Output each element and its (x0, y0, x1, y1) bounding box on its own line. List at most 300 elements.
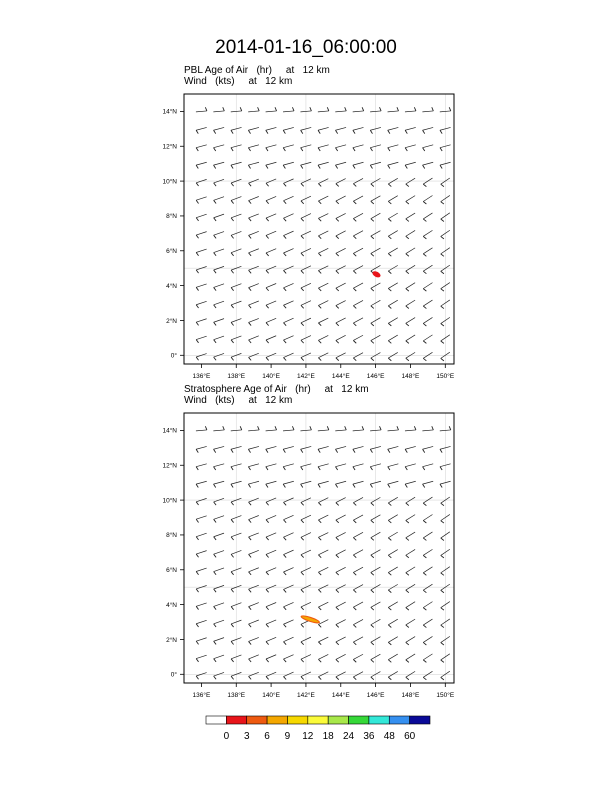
colorbar-swatch (328, 716, 348, 724)
wind-barb-feather (266, 624, 269, 627)
wind-barb-feather (353, 449, 355, 452)
wind-barb-shaft (249, 568, 259, 572)
wind-barb-shaft (283, 231, 293, 235)
wind-barb-feather (370, 449, 372, 452)
wind-barb-feather (214, 484, 216, 487)
wind-barb-shaft (196, 284, 206, 287)
wind-barb-shaft (423, 213, 432, 219)
wind-barb-shaft (318, 231, 328, 236)
wind-barb-feather (214, 270, 216, 273)
wind-barb-feather (231, 165, 233, 168)
wind-barb-feather (283, 305, 286, 308)
wind-barb-feather (231, 305, 233, 308)
wind-barb-feather (397, 107, 399, 111)
wind-barb-shaft (422, 430, 433, 431)
wind-barb-shaft (318, 481, 329, 484)
wind-barb-shaft (283, 301, 293, 305)
wind-barb-feather (423, 538, 426, 541)
wind-barb-feather (231, 502, 233, 505)
wind-barb-shaft (353, 111, 364, 112)
wind-barb-feather (231, 357, 233, 360)
colorbar-label: 24 (342, 731, 355, 742)
wind-barb-feather (353, 538, 356, 541)
wind-barb-feather (283, 340, 286, 343)
wind-barb-feather (301, 572, 304, 575)
wind-barb-shaft (214, 284, 224, 288)
panel-1-subtitle-line-1: PBL Age of Air (hr) at 12 km (184, 65, 330, 76)
wind-barb-feather (441, 236, 444, 238)
wind-barb-feather (196, 183, 198, 186)
wind-barb-feather (231, 624, 233, 627)
wind-barb-shaft (423, 515, 432, 521)
wind-barb-feather (441, 590, 444, 592)
wind-barb-feather (371, 253, 374, 256)
wind-barb-feather (196, 252, 198, 255)
wind-barb-feather (441, 573, 444, 575)
wind-barb-feather (283, 323, 286, 326)
wind-barb-shaft (353, 550, 363, 555)
wind-barb-shaft (266, 231, 276, 235)
wind-barb-shaft (196, 551, 206, 554)
wind-barb-shaft (196, 197, 206, 200)
wind-barb-feather (266, 235, 269, 238)
wind-barb-feather (283, 130, 285, 133)
colorbar-swatch (247, 716, 267, 724)
wind-barb-shaft (196, 533, 206, 536)
wind-barb-shaft (249, 301, 259, 305)
wind-barb-shaft (196, 319, 206, 322)
wind-barb-feather (406, 201, 409, 204)
wind-barb-feather (231, 218, 233, 221)
wind-barb-shaft (196, 301, 206, 304)
wind-barb-shaft (388, 515, 397, 521)
wind-barb-feather (335, 130, 337, 133)
wind-barb-feather (196, 484, 198, 487)
wind-barb-feather (406, 271, 409, 274)
wind-barb-feather (335, 484, 337, 487)
wind-barb-shaft (214, 464, 225, 467)
wind-barb-feather (318, 642, 321, 645)
wind-barb-feather (196, 340, 198, 343)
wind-barb-shaft (283, 481, 294, 484)
wind-barb-feather (283, 288, 286, 291)
wind-barb-shaft (196, 336, 206, 339)
wind-barb-shaft (318, 464, 329, 467)
wind-barb-feather (258, 107, 260, 111)
wind-barb-shaft (423, 162, 434, 165)
wind-barb-shaft (405, 111, 416, 112)
wind-barb-feather (318, 358, 321, 361)
wind-barb-feather (336, 358, 339, 361)
wind-barb-feather (266, 165, 268, 168)
wind-barb-feather (388, 484, 390, 487)
wind-barb-shaft (335, 127, 346, 130)
wind-barb-shaft (318, 214, 328, 219)
wind-barb-feather (266, 537, 269, 540)
wind-barb-feather (388, 677, 391, 680)
panel-2-subtitle-line-1: Stratosphere Age of Air (hr) at 12 km (184, 384, 369, 395)
wind-barb-feather (231, 322, 233, 325)
wind-barb-feather (231, 676, 233, 679)
wind-barb-feather (283, 607, 286, 610)
wind-barb-shaft (318, 335, 328, 340)
wind-barb-shaft (388, 532, 397, 538)
x-tick-label: 136°E (192, 373, 211, 380)
y-tick-label: 6°N (166, 248, 177, 256)
wind-barb-feather (196, 200, 198, 203)
wind-barb-feather (266, 467, 268, 470)
wind-barb-feather (266, 130, 268, 133)
wind-barb-shaft (353, 464, 364, 467)
wind-barb-shaft (423, 145, 434, 148)
wind-barb-feather (249, 641, 252, 644)
wind-barb-feather (266, 183, 269, 186)
wind-barb-feather (249, 502, 252, 505)
wind-barb-feather (440, 484, 442, 487)
wind-barb-shaft (405, 162, 416, 165)
wind-barb-feather (231, 589, 233, 592)
wind-barb-shaft (266, 430, 277, 431)
wind-barb-feather (406, 625, 409, 628)
wind-barb-feather (423, 608, 426, 611)
wind-barb-shaft (423, 481, 434, 484)
wind-barb-feather (231, 554, 233, 557)
wind-barb-feather (353, 467, 355, 470)
wind-barb-feather (353, 323, 356, 326)
wind-barb-shaft (266, 249, 276, 253)
wind-barb-feather (371, 219, 374, 222)
wind-barb-shaft (423, 335, 432, 341)
wind-barb-feather (266, 201, 269, 204)
wind-barb-feather (249, 554, 252, 557)
wind-barb-feather (283, 201, 286, 204)
y-tick-label: 6°N (166, 567, 177, 575)
wind-barb-feather (301, 165, 303, 168)
wind-barb-feather (214, 183, 216, 186)
wind-barb-feather (440, 148, 442, 151)
wind-barb-feather (336, 590, 339, 593)
wind-barb-feather (266, 589, 269, 592)
wind-barb-shaft (196, 127, 207, 130)
wind-barb-feather (214, 148, 216, 151)
wind-barb-shaft (335, 430, 346, 431)
wind-barb-feather (214, 253, 216, 256)
wind-barb-feather (406, 538, 409, 541)
colorbar-label: 18 (322, 731, 334, 742)
wind-barb-shaft (406, 654, 415, 660)
wind-barb-shaft (388, 196, 397, 202)
wind-barb-shaft (283, 145, 294, 148)
wind-barb-shaft (266, 568, 276, 572)
wind-barb-shaft (336, 231, 346, 236)
wind-barb-shaft (266, 145, 277, 148)
wind-barb-shaft (248, 162, 259, 165)
wind-barb-feather (370, 467, 372, 470)
wind-barb-feather (231, 270, 233, 273)
wind-barb-feather (231, 467, 233, 470)
wind-barb-shaft (249, 196, 259, 200)
wind-barb-shaft (336, 532, 346, 537)
wind-barb-shaft (353, 213, 363, 218)
wind-barb-feather (353, 165, 355, 168)
wind-barb-shaft (353, 654, 363, 659)
wind-barb-feather (335, 165, 337, 168)
wind-barb-feather (371, 625, 374, 628)
wind-barb-shaft (406, 532, 415, 538)
wind-barb-feather (301, 183, 304, 186)
wind-barb-shaft (353, 515, 363, 520)
x-tick-label: 148°E (401, 373, 420, 380)
wind-barb-shaft (214, 568, 224, 572)
wind-barb-feather (266, 554, 269, 557)
wind-barb-feather (248, 130, 250, 133)
wind-barb-feather (353, 625, 356, 628)
wind-barb-shaft (283, 430, 294, 431)
wind-barb-feather (423, 254, 426, 257)
wind-barb-feather (371, 572, 374, 575)
wind-barb-shaft (423, 464, 434, 467)
wind-barb-feather (249, 589, 252, 592)
wind-barb-shaft (406, 230, 415, 236)
wind-barb-shaft (388, 430, 399, 431)
wind-barb-feather (371, 555, 374, 558)
wind-barb-shaft (336, 283, 346, 288)
wind-barb-shaft (353, 637, 363, 642)
wind-barb-shaft (406, 196, 415, 202)
wind-barb-feather (301, 659, 304, 662)
wind-barb-shaft (406, 248, 415, 254)
wind-barb-feather (214, 554, 216, 557)
wind-barb-shaft (214, 533, 224, 537)
wind-barb-feather (353, 520, 356, 523)
wind-barb-feather (292, 426, 294, 430)
wind-barb-shaft (248, 446, 259, 449)
wind-barb-shaft (266, 620, 276, 624)
wind-barb-shaft (196, 481, 207, 484)
colorbar-label: 9 (284, 731, 291, 742)
wind-barb-feather (353, 358, 356, 361)
wind-barb-feather (283, 659, 286, 662)
wind-barb-feather (196, 519, 198, 522)
wind-barb-feather (406, 642, 409, 645)
wind-barb-shaft (283, 127, 294, 130)
wind-barb-feather (318, 271, 321, 274)
wind-barb-shaft (318, 533, 328, 538)
wind-barb-feather (371, 184, 374, 187)
wind-barb-feather (196, 130, 198, 133)
wind-barb-feather (406, 289, 409, 292)
y-tick-label: 14°N (162, 427, 177, 435)
wind-barb-shaft (266, 127, 277, 130)
wind-barb-feather (423, 184, 426, 187)
wind-barb-feather (231, 537, 233, 540)
wind-barb-feather (318, 340, 321, 343)
wind-barb-shaft (283, 602, 293, 606)
wind-barb-shaft (266, 301, 276, 305)
wind-barb-feather (196, 467, 198, 470)
wind-barb-feather (318, 555, 321, 558)
wind-barb-feather (318, 520, 321, 523)
wind-barb-shaft (196, 568, 206, 571)
wind-barb-shaft (423, 248, 432, 254)
wind-barb-shaft (196, 162, 207, 165)
wind-barb-shaft (214, 301, 224, 305)
wind-barb-shaft (406, 515, 415, 521)
wind-barb-feather (371, 520, 374, 523)
wind-barb-feather (214, 676, 216, 679)
wind-barb-feather (214, 449, 216, 452)
wind-barb-shaft (283, 464, 294, 467)
wind-barb-shaft (266, 655, 276, 659)
wind-barb-feather (406, 254, 409, 257)
wind-barb-shaft (283, 162, 294, 165)
wind-barb-shaft (283, 515, 293, 519)
colorbar (206, 716, 430, 742)
wind-barb-shaft (335, 145, 346, 148)
wind-barb-feather (353, 659, 356, 662)
wind-barb-feather (223, 426, 225, 430)
wind-barb-feather (388, 219, 391, 222)
wind-barb-shaft (370, 430, 381, 431)
wind-barb-feather (423, 642, 426, 645)
wind-barb-feather (336, 271, 339, 274)
wind-barb-shaft (266, 336, 276, 340)
wind-barb-shaft (336, 550, 346, 555)
wind-barb-feather (327, 107, 329, 111)
wind-barb-feather (214, 200, 216, 203)
wind-barb-feather (423, 521, 426, 524)
wind-barb-feather (283, 642, 286, 645)
wind-barb-feather (423, 484, 425, 487)
wind-barb-feather (423, 555, 426, 558)
colorbar-label: 3 (243, 731, 250, 742)
wind-barb-shaft (214, 516, 224, 520)
wind-barb-feather (405, 449, 407, 452)
wind-barb-feather (423, 306, 426, 309)
wind-barb-feather (336, 642, 339, 645)
wind-barb-shaft (249, 231, 259, 235)
wind-barb-shaft (423, 654, 432, 660)
x-tick-label: 144°E (331, 373, 350, 380)
wind-barb-shaft (196, 430, 207, 431)
wind-barb-feather (249, 322, 252, 325)
wind-barb-shaft (423, 532, 432, 538)
wind-barb-feather (327, 426, 329, 430)
wind-barb-shaft (370, 111, 381, 112)
wind-barb-feather (405, 165, 407, 168)
wind-barb-shaft (353, 145, 364, 148)
wind-barb-feather (353, 642, 356, 645)
wind-barb-feather (248, 165, 250, 168)
wind-barb-feather (353, 572, 356, 575)
wind-barb-shaft (388, 481, 399, 484)
wind-barb-shaft (388, 318, 397, 324)
wind-barb-feather (388, 503, 391, 506)
wind-barb-feather (388, 184, 391, 187)
wind-barb-shaft (196, 603, 206, 606)
wind-barb-feather (283, 358, 286, 361)
wind-barb-shaft (388, 446, 399, 449)
wind-barb-feather (423, 660, 426, 663)
wind-barb-shaft (353, 127, 364, 130)
wind-barb-shaft (266, 533, 276, 537)
wind-barb-feather (353, 677, 356, 680)
colorbar-swatch (410, 716, 430, 724)
wind-barb-feather (301, 323, 304, 326)
wind-barb-feather (380, 107, 382, 111)
wind-barb-shaft (336, 318, 346, 323)
wind-barb-shaft (214, 446, 225, 449)
wind-barb-feather (371, 503, 374, 506)
wind-barb-feather (388, 625, 391, 628)
wind-barb-feather (231, 253, 233, 256)
panel-2-subtitle-line-2: Wind (kts) at 12 km (184, 395, 293, 406)
wind-barb-feather (371, 642, 374, 645)
wind-barb-feather (266, 288, 269, 291)
y-tick-label: 2°N (166, 636, 177, 644)
wind-barb-feather (301, 449, 303, 452)
wind-barb-feather (214, 641, 216, 644)
wind-barb-feather (196, 148, 198, 151)
wind-barb-feather (353, 236, 356, 239)
wind-barb-shaft (248, 481, 259, 484)
wind-barb-shaft (266, 446, 277, 449)
wind-barb-shaft (283, 249, 293, 253)
wind-barb-feather (214, 322, 216, 325)
wind-barb-shaft (336, 620, 346, 625)
wind-barb-shaft (405, 481, 416, 484)
wind-barb-shaft (423, 446, 434, 449)
wind-barb-feather (353, 555, 356, 558)
wind-barb-shaft (300, 111, 311, 112)
wind-barb-feather (196, 357, 198, 360)
wind-barb-shaft (196, 111, 207, 112)
wind-barb-feather (388, 201, 391, 204)
wind-barb-feather (388, 288, 391, 291)
wind-barb-shaft (196, 232, 206, 235)
wind-barb-feather (266, 218, 269, 221)
wind-barb-feather (231, 484, 233, 487)
wind-barb-feather (423, 271, 426, 274)
wind-barb-shaft (318, 127, 329, 130)
wind-barb-feather (449, 107, 451, 111)
wind-barb-feather (441, 521, 444, 523)
wind-barb-feather (196, 270, 198, 273)
wind-barb-feather (196, 676, 198, 679)
wind-barb-shaft (353, 430, 364, 431)
wind-barb-feather (353, 271, 356, 274)
y-tick-label: 8°N (166, 532, 177, 540)
wind-barb-feather (301, 624, 304, 627)
wind-barb-feather (266, 323, 269, 326)
wind-barb-shaft (249, 515, 259, 519)
wind-barb-feather (406, 341, 409, 344)
wind-barb-shaft (266, 464, 277, 467)
wind-barb-shaft (388, 637, 397, 643)
wind-barb-feather (441, 555, 444, 557)
wind-barb-feather (371, 288, 374, 291)
wind-barb-feather (336, 306, 339, 309)
wind-barb-shaft (353, 532, 363, 537)
x-tick-label: 148°E (401, 692, 420, 699)
wind-barb-feather (249, 607, 252, 610)
wind-barb-feather (406, 184, 409, 187)
wind-barb-feather (301, 201, 304, 204)
wind-barb-feather (214, 572, 216, 575)
wind-barb-feather (283, 165, 285, 168)
wind-barb-shaft (248, 111, 259, 112)
colorbar-swatch (389, 716, 409, 724)
